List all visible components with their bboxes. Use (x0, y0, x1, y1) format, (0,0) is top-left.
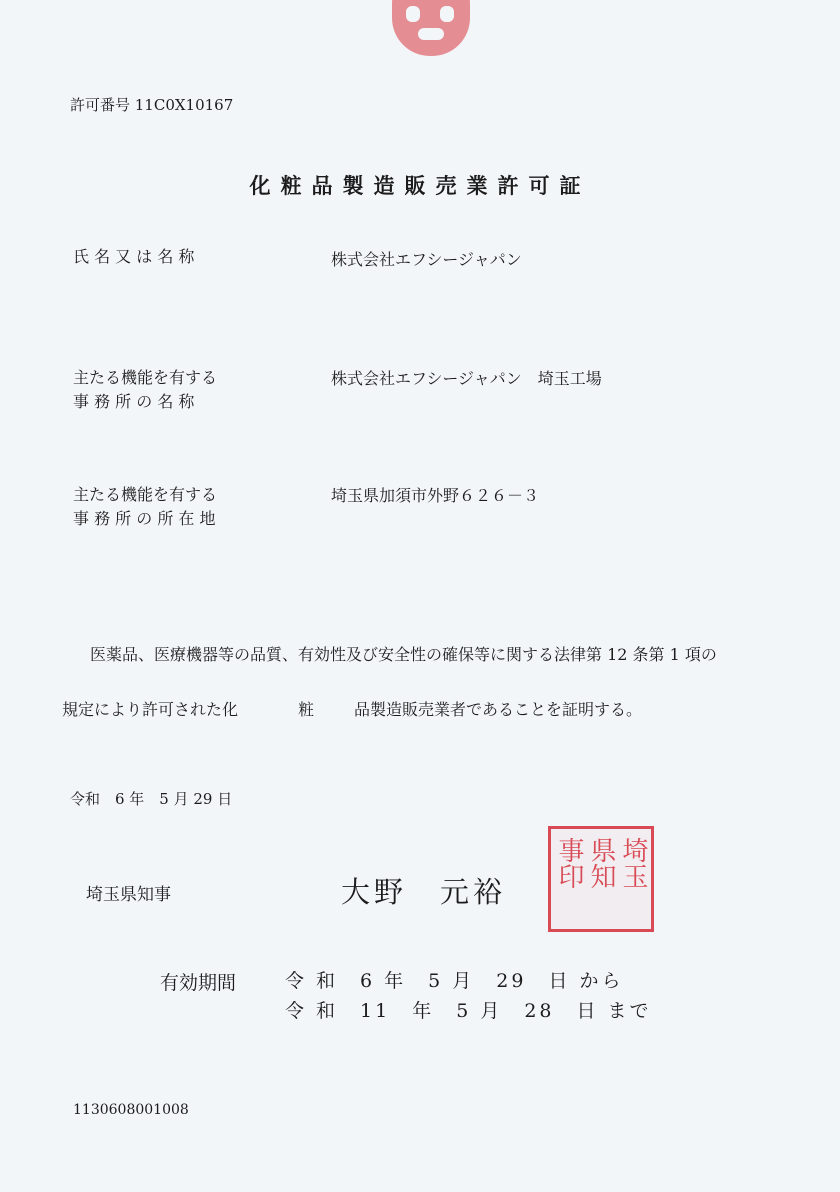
validity-from: 令 和 6 年 5 月 29 日 から (285, 970, 624, 992)
field-label-office-name (73, 366, 217, 414)
governor-seal-icon (548, 826, 654, 932)
document-title: 化粧品製造販売業許可証 (249, 174, 591, 198)
seal-column-2: 県知 (586, 837, 616, 889)
field-label-name-line1: 氏 名 又 は 名 称 (73, 247, 195, 266)
field-label-office-address (73, 483, 217, 531)
certification-text-line1: 医薬品、医療機器等の品質、有効性及び安全性の確保等に関する法律第 12 条第 1 項の (90, 645, 717, 664)
field-value-name: 株式会社エフシージャパン (331, 250, 522, 269)
permit-number: 許可番号 11C0X10167 (70, 96, 234, 114)
seal-column-1: 埼玉 (618, 837, 648, 889)
certification-text-line2-part3: 品製造販売業者であることを証明する。 (354, 700, 643, 719)
field-label-office-address-line1: 主たる機能を有する (73, 485, 218, 504)
certification-text-line2-part1: 規定により許可された化 (62, 700, 239, 719)
field-label-office-name-line2: 事 務 所 の 名 称 (73, 392, 195, 411)
issue-date: 令和 6 年 5 月 29 日 (70, 790, 233, 808)
field-label-name (73, 245, 194, 269)
field-label-office-name-line1: 主たる機能を有する (73, 368, 218, 387)
validity-label: 有効期間 (160, 972, 237, 994)
validity-to: 令 和 11 年 5 月 28 日 まで (285, 1000, 652, 1022)
field-value-office-name: 株式会社エフシージャパン 埼玉工場 (331, 369, 602, 388)
seal-column-3: 事印 (554, 837, 584, 889)
field-label-office-address-line2: 事 務 所 の 所 在 地 (73, 509, 216, 528)
field-value-office-address: 埼玉県加須市外野６２６－３ (331, 486, 540, 505)
certification-text-line2-part2: 粧 (298, 700, 315, 719)
top-seal-icon (392, 0, 470, 56)
issuer-name: 大野 元裕 (341, 875, 507, 909)
issuer-title: 埼玉県知事 (86, 885, 171, 905)
document-id: 1130608001008 (73, 1102, 189, 1118)
